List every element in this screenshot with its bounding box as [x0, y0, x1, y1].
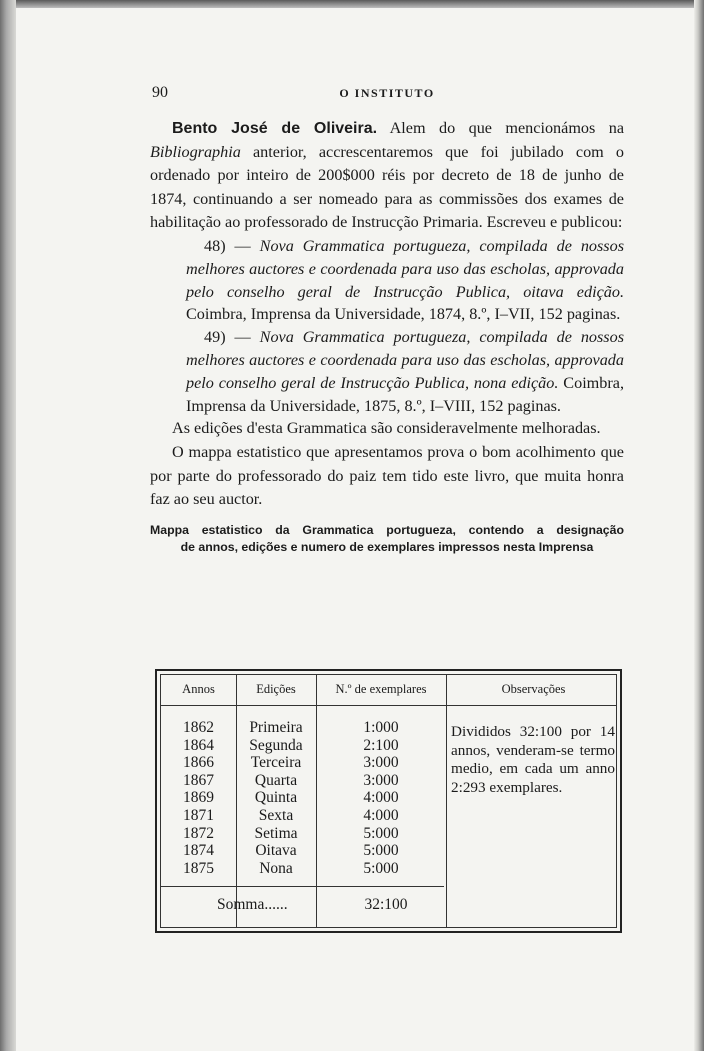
editions-column: [236, 719, 316, 877]
scan-right-edge: [694, 0, 704, 1051]
intro-text-a: Alem do que mencionámos na: [389, 119, 624, 137]
edition-cell: Nona: [259, 859, 293, 877]
intro-text-b: anterior, accrescentaremos que foi jubilado com o ordenado por inteiro de 200$000 réis por decreto de 18 de junho de 1874, continuando a ser nomeado para as commissões dos exames de habilitação ao professorado de Instrucção Primaria. Escreveu e publicou:: [150, 142, 624, 232]
copies-cell: 5:000: [363, 859, 399, 877]
header-rule: [161, 705, 616, 706]
header-copies: N.º de exemplares: [335, 682, 427, 696]
year-cell: 1872: [183, 824, 214, 842]
paragraph-statistics: O mappa estatistico que apresentamos prova o bom acolhimento que por parte do professorado do paiz tem tido este livro, que muita honra faz ao seu auctor.: [150, 442, 624, 509]
total-value: 32:100: [364, 896, 408, 913]
edition-cell: Sexta: [258, 806, 294, 824]
observations-text: Divididos 32:100 por 14 annos, venderam-se termo medio, em cada um anno 2:293 exemplares.: [451, 723, 615, 796]
entry-number: 49) —: [204, 328, 251, 347]
total-label: Somma......: [217, 896, 288, 913]
edition-cell: Quinta: [254, 789, 298, 807]
entry-imprint: Coimbra, Imprensa da Universidade, 1874, 8.º, I–VII, 152 paginas.: [186, 305, 621, 324]
intro-italic-title: Bibliographia: [150, 142, 241, 161]
year-cell: 1864: [183, 736, 214, 754]
copies-cell: 5:000: [363, 824, 399, 842]
scan-left-edge: [0, 0, 16, 1051]
edition-cell: Terceira: [250, 754, 302, 772]
copies-cell: 3:000: [363, 754, 399, 772]
entry-imprint: Coimbra, Imprensa da Universidade, 1875, 8.º, I–VIII, 152 paginas.: [186, 373, 624, 415]
header-years: Annos: [182, 682, 215, 696]
running-title: O INSTITUTO: [339, 86, 435, 100]
book-page: [150, 82, 625, 913]
table-caption: [150, 522, 624, 556]
years-column: [161, 719, 236, 877]
intro-paragraph: [150, 117, 624, 235]
entry-title: Nova Grammatica portugueza, compilada de nossos melhores auctores e coordenada para uso das escholas, approvada pelo conselho geral de Instrucção Publica, oitava edição.: [186, 236, 625, 301]
copies-cell: 4:000: [363, 789, 399, 807]
copies-cell: 1:000: [363, 719, 399, 736]
bibliography-entry-49: [186, 326, 624, 417]
edition-cell: Quarta: [254, 771, 298, 789]
header-observations: Observações: [501, 682, 566, 696]
year-cell: 1875: [183, 859, 214, 877]
statistics-table-inner: [160, 674, 617, 928]
total-rule: [161, 886, 444, 887]
table-caption-line-2: de annos, edições e numero de exemplares impressos nesta Imprensa: [180, 539, 594, 554]
year-cell: 1867: [183, 771, 214, 789]
header-editions: Edições: [256, 682, 296, 696]
copies-cell: 2:100: [363, 736, 399, 754]
year-cell: 1862: [183, 719, 214, 736]
copies-cell: 3:000: [363, 771, 399, 789]
year-cell: 1869: [183, 789, 214, 807]
edition-cell: Oitava: [255, 842, 297, 860]
year-cell: 1874: [183, 842, 214, 860]
edition-cell: Primeira: [249, 719, 303, 736]
column-divider: [446, 675, 447, 927]
year-cell: 1871: [183, 806, 214, 824]
table-caption-line-1: Mappa estatistico da Grammatica portugueza, contendo a designação: [150, 522, 624, 537]
running-head: [150, 82, 624, 106]
entry-title: Nova Grammatica portugueza, compilada de nossos melhores auctores e coordenada para uso das escholas, approvada pelo conselho geral de Instrucção Publica, nona edição.: [186, 328, 625, 392]
scan-top-edge: [0, 0, 704, 8]
bibliography-entry-48: [186, 235, 624, 326]
paragraph-editions: As edições d'esta Grammatica são consideravelmente melhoradas.: [172, 419, 601, 438]
copies-column: [316, 719, 446, 877]
statistics-table: [155, 669, 622, 933]
edition-cell: Segunda: [249, 736, 303, 754]
copies-cell: 4:000: [363, 806, 399, 824]
entry-number: 48) —: [204, 236, 251, 255]
edition-cell: Setima: [254, 824, 298, 842]
author-name: Bento José de Oliveira.: [172, 120, 378, 137]
page-number: 90: [152, 84, 168, 101]
year-cell: 1866: [183, 754, 214, 772]
copies-cell: 5:000: [363, 842, 399, 860]
